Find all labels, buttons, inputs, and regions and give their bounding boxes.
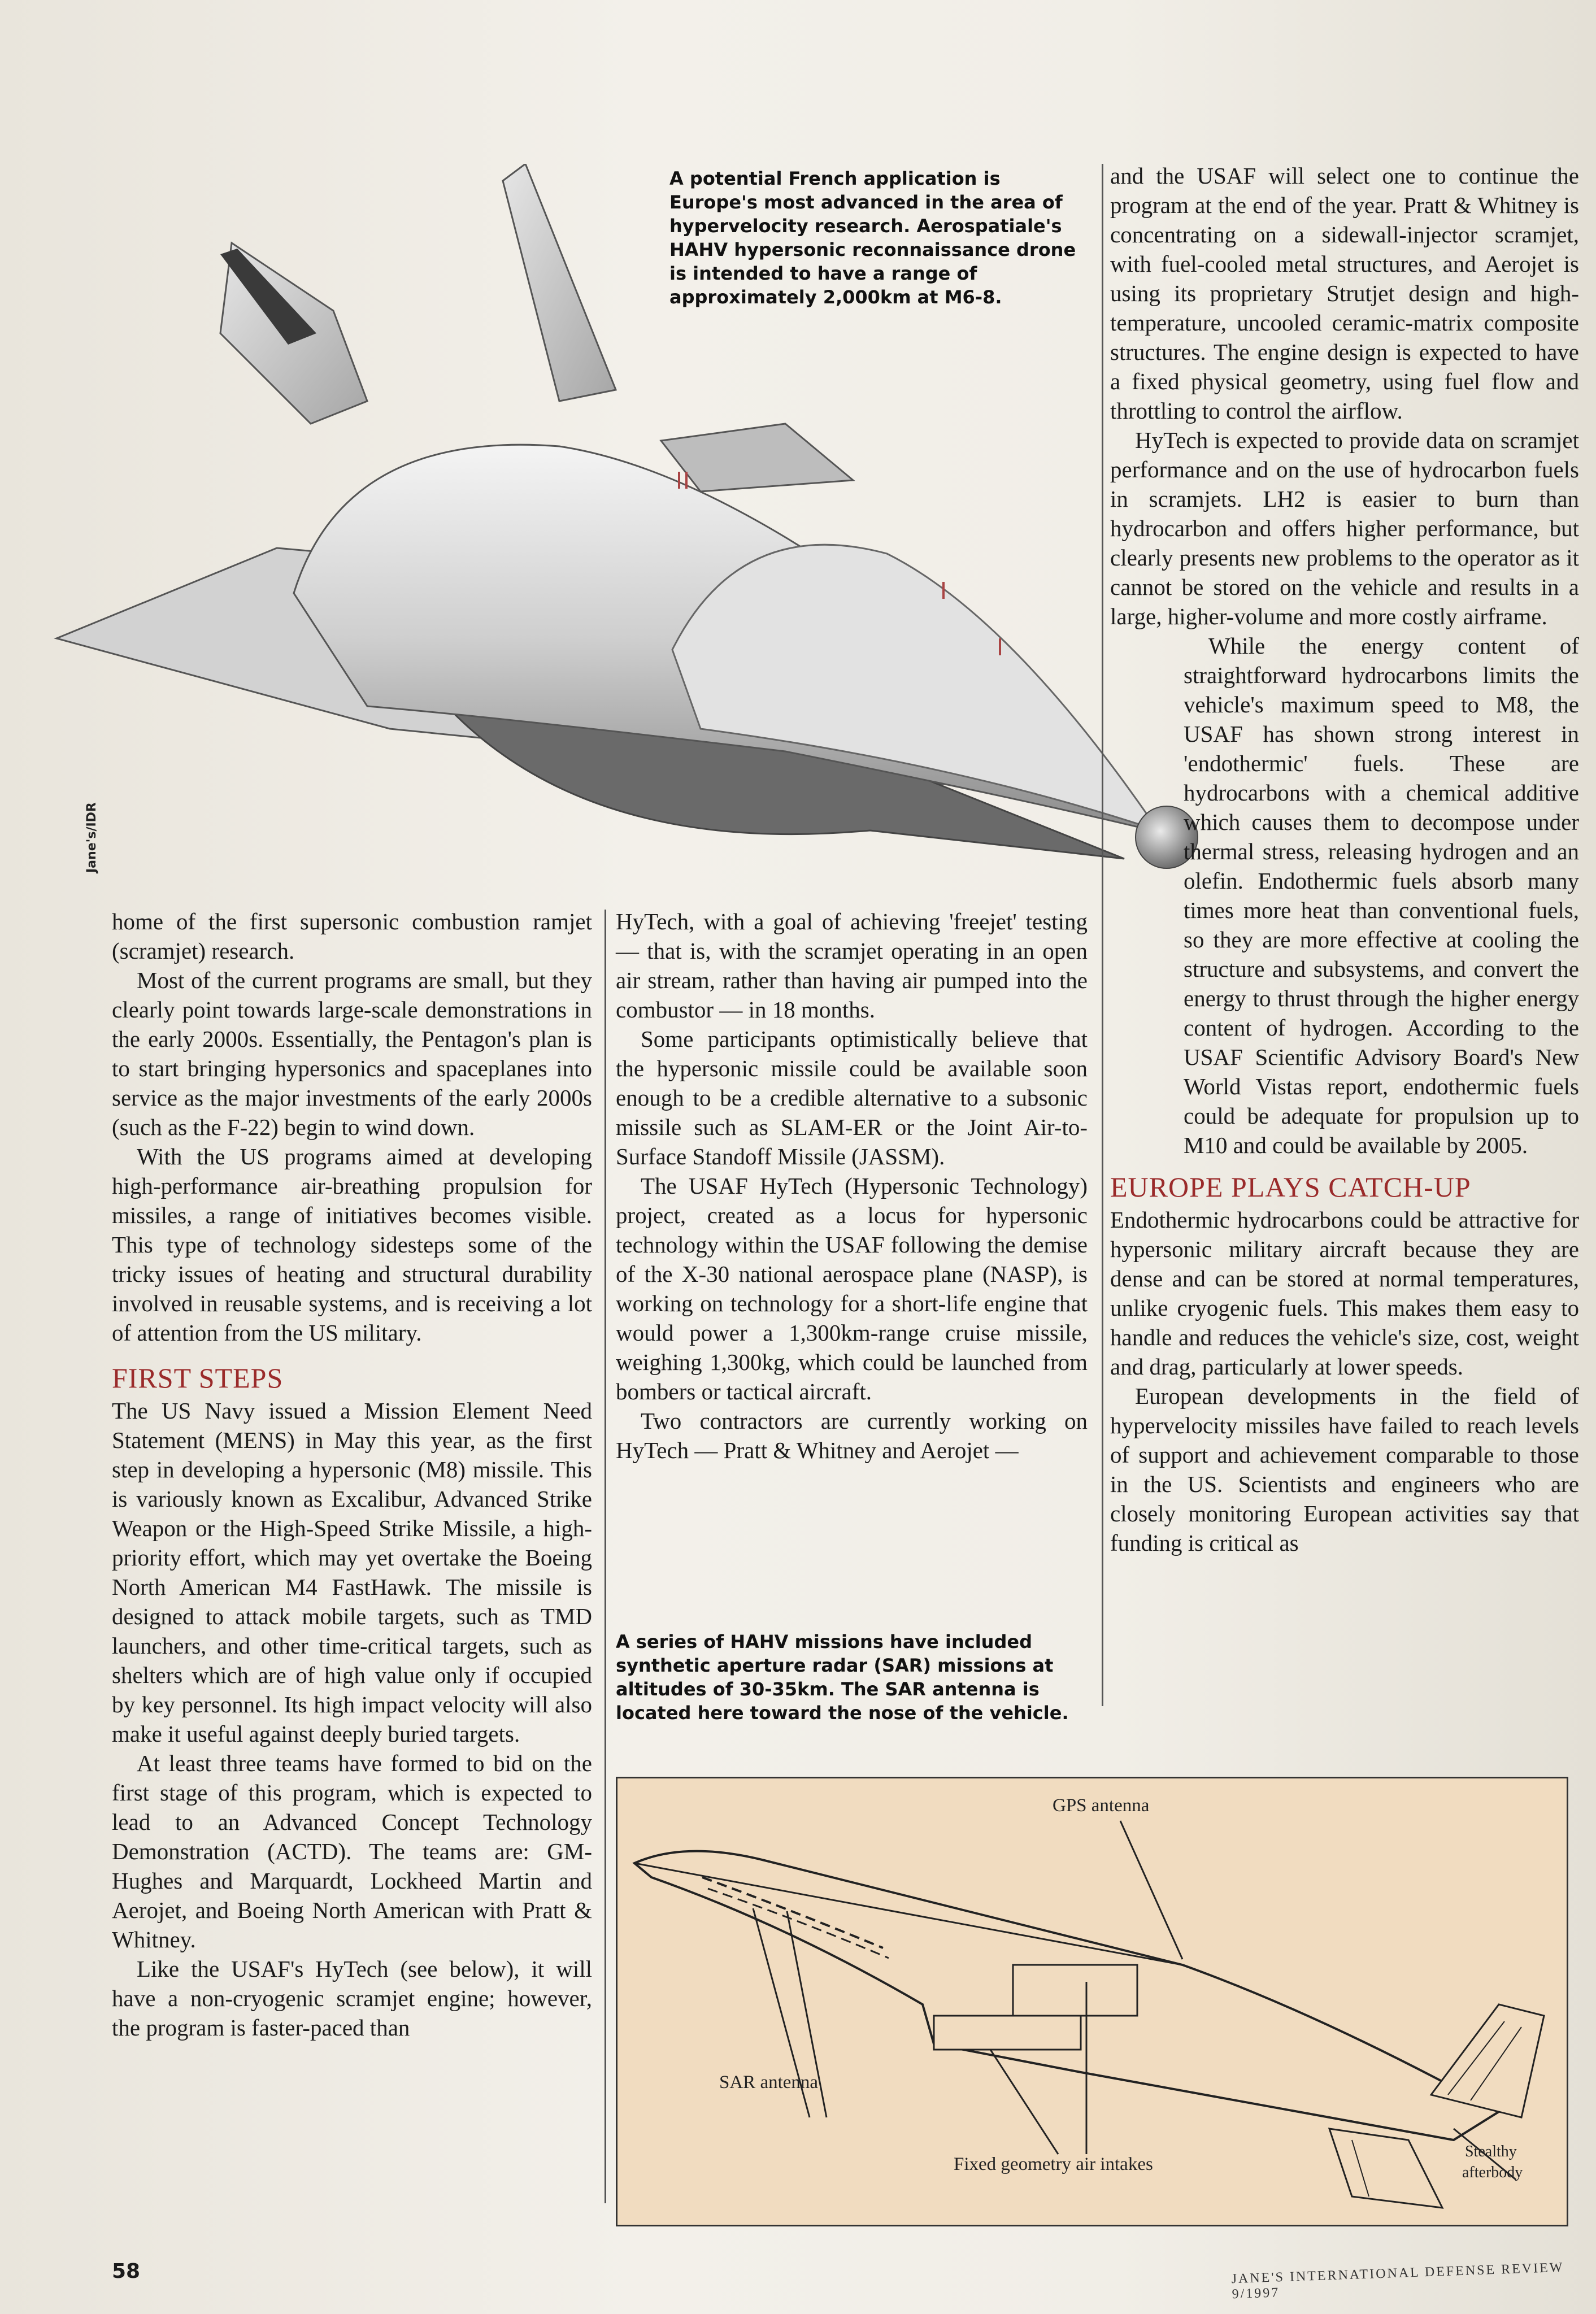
illustration-credit: Jane's/IDR — [85, 802, 99, 873]
label-stealthy: Stealthy — [1465, 2143, 1517, 2160]
label-afterbody: afterbody — [1462, 2164, 1523, 2181]
label-gps-antenna: GPS antenna — [1053, 1795, 1150, 1816]
page-number: 58 — [112, 2260, 141, 2283]
col3-para-2: HyTech is expected to provide data on scramjet performance and on the use of hydrocarbon fuels in scramjets. LH2 is easier to burn than hydrocarbon and offers higher performance, but clearly presents new problems to the operator as it cannot be stored on the vehicle and results in a large, higher-volume and more costly airframe. — [1110, 427, 1579, 629]
heading-first-steps: FIRST STEPS — [112, 1362, 284, 1394]
col1-para-5: At least three teams have formed to bid on the first stage of this program, which is expected to lead to an Advanced Concept Technology Demonstration (ACTD). The teams are: GM-Hughes and Marquardt, Lockheed Martin and Aerojet, and Boeing North American with Pratt & Whitney. — [112, 1750, 592, 1952]
column-rule-2 — [1102, 164, 1103, 1706]
top-photo-caption: A potential French application is Europe's most advanced in the area of hypervelocity research. Aerospatiale's HAHV hypersonic reconnaissance drone is intended to have a range of approximately 2,000km at M6-8. — [669, 168, 1076, 308]
col3-para-1: and the USAF will select one to continue the program at the end of the year. Pratt & Whitney is concentrating on a sidewall-injector scramjet, with fuel-cooled metal structures, and Aerojet is using its proprietary Strutjet design and high-temperature, uncooled ceramic-matrix composite structures. The engine design is expected to have a fixed physical geometry, using fuel flow and throttling to control the airflow. — [1110, 163, 1579, 424]
col3-para-5: European developments in the field of hypervelocity missiles have failed to reach levels of support and achievement comparable to those in the US. Scientists and engineers who are closely monitoring European activities say that funding is critical as — [1110, 1383, 1579, 1556]
col3-para-4: Endothermic hydrocarbons could be attractive for hypersonic military aircraft because they are dense and can be stored at normal temperatures, unlike cryogenic fuels. This makes them easy to handle and reduces the vehicle's size, cost, weight and drag, particularly at lower speeds. — [1110, 1207, 1579, 1380]
col1-para-1: home of the first supersonic combustion ramjet (scramjet) research. — [112, 908, 592, 964]
column-rule-1 — [605, 910, 606, 2203]
hahv-cutaway-diagram — [616, 1777, 1568, 2226]
col3-para-3: While the energy content of straightforward hydrocarbons limits the vehicle's maximum speed to M8, the USAF has shown strong interest in 'endothermic' fuels. These are hydrocarbons with a chemical additive which causes them to decompose under thermal stress, releasing hydrogen and an olefin. Endothermic fuels absorb many times more heat than conventional fuels, so they are more effective at cooling the structure and subsystems, and convert the energy to thrust through the higher energy content of hydrogen. According to the USAF Scientific Advisory Board's New World Vistas report, endothermic fuels could be adequate for propulsion up to M10 and could be available by 2005. — [1184, 633, 1579, 1158]
label-sar-antenna: SAR antenna — [719, 2072, 819, 2093]
publication-footer: JANE'S INTERNATIONAL DEFENSE REVIEW 9/1997 — [1231, 2260, 1564, 2302]
col2-para-1: HyTech, with a goal of achieving 'freejet' testing — that is, with the scramjet operating in an open air stream, rather than having air pumped into the combustor — in 18 months. — [616, 908, 1088, 1023]
col1-para-4: The US Navy issued a Mission Element Need Statement (MENS) in May this year, as the first step in developing a hypersonic (M8) missile. This is variously known as Excalibur, Advanced Strike Weapon or the High-Speed Strike Missile, a high-priority effort, which may yet overtake the Boeing North American M4 FastHawk. The missile is designed to attack mobile targets, such as TMD launchers, and other time-critical targets, such as shelters which are of high value only if occupied by key personnel. Its high impact velocity will also make it useful against deeply buried targets. — [112, 1398, 592, 1747]
column-2 — [616, 907, 1088, 1465]
col2-para-4: Two contractors are currently working on HyTech — Pratt & Whitney and Aerojet — — [616, 1408, 1088, 1463]
column-3 — [1110, 161, 1579, 1558]
label-fixed-geometry-intakes: Fixed geometry air intakes — [954, 2154, 1153, 2174]
col2-para-2: Some participants optimistically believe that the hypersonic missile could be available soon enough to be a credible alternative to a subsonic missile such as SLAM-ER or the Joint Air-to-Surface Standoff Missile (JASSM). — [616, 1026, 1088, 1169]
col1-para-6: Like the USAF's HyTech (see below), it will have a non-cryogenic scramjet engine; however, the program is faster-paced than — [112, 1956, 592, 2041]
column-1 — [112, 907, 592, 2042]
heading-europe-plays-catch-up: EUROPE PLAYS CATCH-UP — [1110, 1171, 1471, 1203]
col1-para-2: Most of the current programs are small, but they clearly point towards large-scale demonstrations in the early 2000s. Essentially, the Pentagon's plan is to start bringing hypersonics and spaceplanes into service as the major investments of the early 2000s (such as the F-22) begin to wind down. — [112, 967, 592, 1140]
col1-para-3: With the US programs aimed at developing high-performance air-breathing propulsion for missiles, a range of initiatives becomes visible. This type of technology sidesteps some of the tricky issues of heating and structural durability involved in reusable systems, and is receiving a lot of attention from the US military. — [112, 1143, 592, 1346]
middle-caption: A series of HAHV missions have included synthetic aperture radar (SAR) missions at altitudes of 30-35km. The SAR antenna is located here toward the nose of the vehicle. — [616, 1631, 1069, 1724]
col2-para-3: The USAF HyTech (Hypersonic Technology) project, created as a locus for hypersonic technology within the USAF following the demise of the X-30 national aerospace plane (NASP), is working on technology for a short-life engine that would power a 1,300km-range cruise missile, weighing 1,300kg, which could be launched from bombers or tactical aircraft. — [616, 1173, 1088, 1404]
